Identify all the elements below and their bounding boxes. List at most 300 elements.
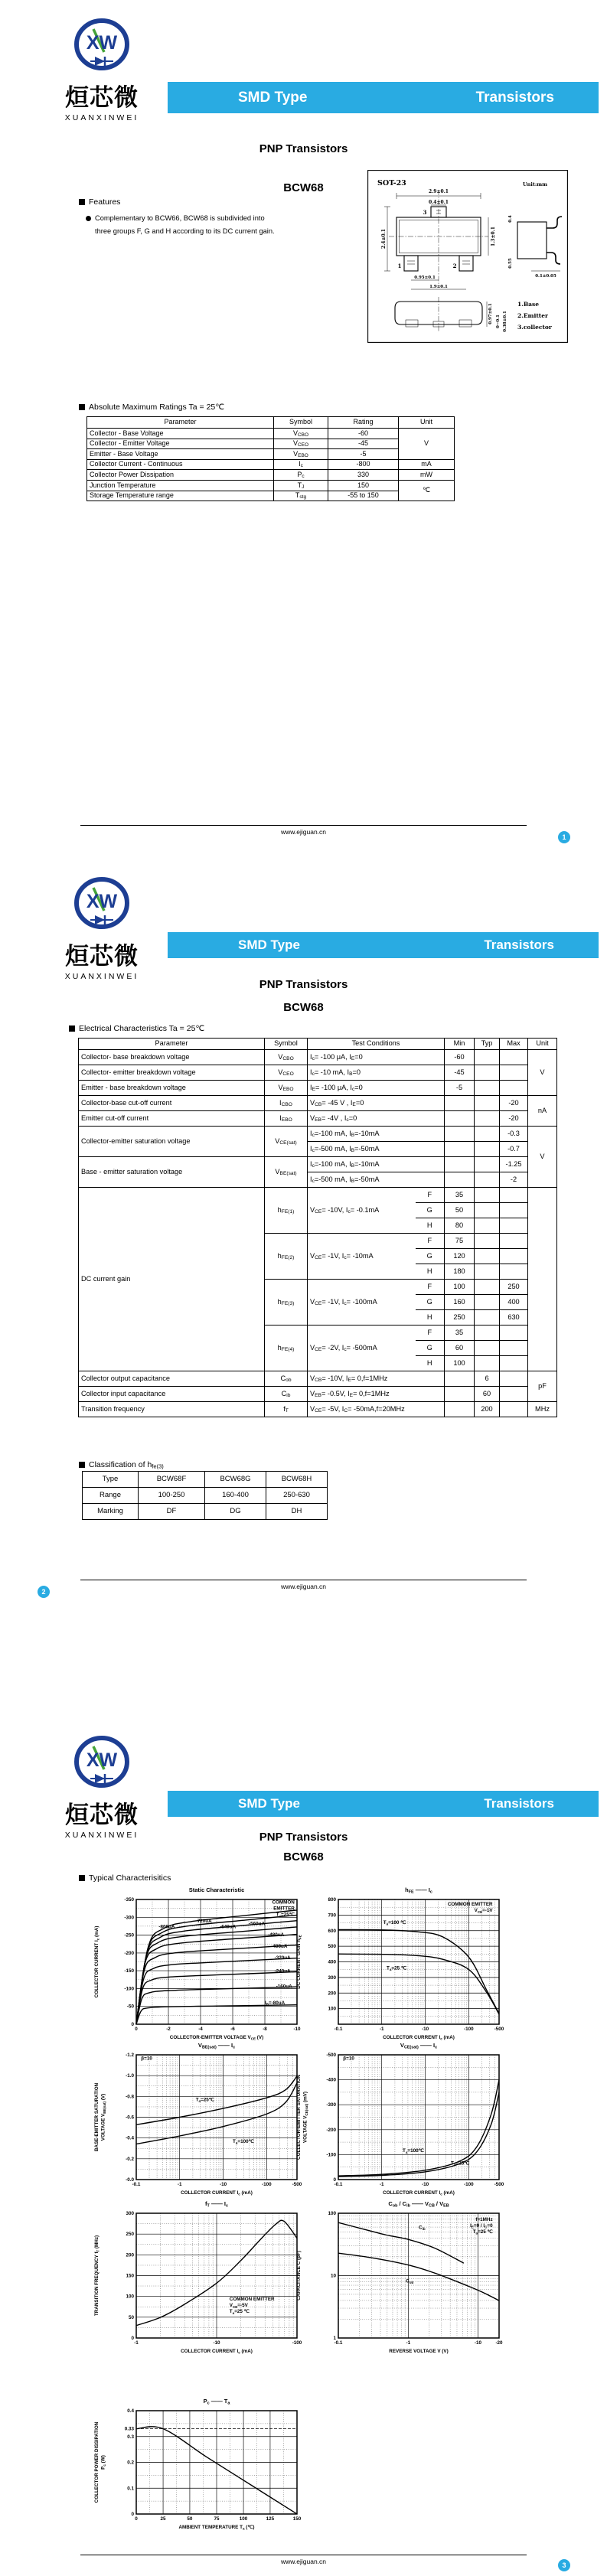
table-cell: 50	[445, 1203, 475, 1218]
table-cell: 180	[445, 1264, 475, 1280]
table-cell: 150	[328, 480, 399, 491]
data-curve	[338, 2253, 499, 2300]
table-cell: -60	[445, 1050, 475, 1065]
curve-label: $T_a=100℃$	[403, 2148, 424, 2154]
electrical-characteristics-table	[78, 1038, 557, 1417]
table-cell: 250	[500, 1280, 528, 1295]
table-cell: 200	[475, 1402, 500, 1417]
x-tick-label: -0.1	[334, 2027, 343, 2032]
chart-annotation: $I_E=0 / I_C=0$	[470, 2222, 493, 2229]
dim-label: 0.97±0.1	[488, 303, 493, 324]
table-cell: Range	[83, 1488, 139, 1504]
table-cell: Collector- base breakdown voltage	[79, 1050, 265, 1065]
table-header-cell: Unit	[528, 1039, 557, 1050]
table-cell: BCW68G	[205, 1472, 266, 1488]
banner-right-label: Transistors	[484, 937, 554, 952]
table-cell	[475, 1234, 500, 1249]
y-tick-label: 0.33	[124, 2426, 134, 2432]
table-cell	[500, 1387, 528, 1402]
brand-logo	[51, 18, 153, 122]
table-cell: -5	[445, 1081, 475, 1096]
table-cell	[475, 1157, 500, 1172]
table-cell: $V_{CB}= -10V$, $I_E= 0,f=1MHz$	[308, 1371, 445, 1387]
table-cell	[445, 1172, 475, 1188]
table-cell: $V_{CBO}$	[274, 429, 328, 439]
y-axis-label: BASE-EMITTER SATURATION	[94, 2082, 100, 2152]
table-cell	[475, 1127, 500, 1142]
table-cell: Collector- emitter breakdown voltage	[79, 1065, 265, 1081]
x-tick-label: -1	[379, 2182, 384, 2187]
table-cell: F	[416, 1280, 445, 1295]
table-cell	[475, 1111, 500, 1127]
table-cell	[475, 1188, 500, 1203]
dim-label: 0.55	[508, 258, 513, 269]
table-cell: $I_c= -100$ μA, $I_E=0$	[308, 1050, 445, 1065]
table-cell: $V_{CE}= -1V$, $I_c= -100mA$	[308, 1280, 416, 1325]
table-cell	[445, 1371, 475, 1387]
x-tick-label: -10	[293, 2027, 301, 2032]
x-tick-label: -8	[263, 2027, 267, 2032]
feature-text-line1: Complementary to BCW66, BCW68 is subdivided into	[95, 214, 265, 222]
chart-grid	[136, 2213, 297, 2338]
x-tick-label: -0.1	[334, 2182, 343, 2187]
table-cell	[475, 1050, 500, 1065]
feature-bullet-icon	[86, 216, 91, 221]
table-cell: Marking	[83, 1504, 139, 1520]
table-cell	[500, 1371, 528, 1387]
y-tick-label: -400	[326, 2077, 336, 2083]
table-cell: $I_{EBO}$	[265, 1111, 308, 1127]
curve-label: $T_a=100℃$	[233, 2138, 254, 2145]
table-cell: $V_{BE(sat)}$	[265, 1157, 308, 1188]
y-tick-label: 100	[328, 2211, 336, 2216]
x-axis-label: COLLECTOR CURRENT $I_c$ (mA)	[181, 2349, 253, 2355]
chart-title: $V_{CE(sat)}$ —— $I_c$	[400, 2042, 438, 2050]
table-cell	[500, 1402, 528, 1417]
x-tick-label: -1	[177, 2182, 182, 2187]
table-cell: pF	[528, 1371, 557, 1402]
y-axis-label: COLLECTOR CURRENT $I_c$ (mA)	[94, 1925, 100, 1998]
chart-grid	[338, 2055, 499, 2180]
table-cell: MHz	[528, 1402, 557, 1417]
x-tick-label: -100	[464, 2182, 474, 2187]
curve-label: -400uA	[271, 1943, 288, 1949]
x-tick-label: -500	[494, 2027, 504, 2032]
table-cell: -55 to 150	[328, 491, 399, 501]
table-cell	[528, 1188, 557, 1371]
table-cell	[445, 1096, 475, 1111]
table-cell: mW	[399, 470, 455, 481]
section-bullet-icon	[79, 404, 85, 410]
table-cell: Junction Temperature	[87, 480, 274, 491]
brand-name-chinese: 烜芯微	[65, 943, 139, 970]
y-tick-label: 300	[126, 2211, 134, 2216]
y-tick-label: 100	[126, 2294, 134, 2300]
table-cell	[500, 1050, 528, 1065]
x-tick-label: -10	[220, 2182, 227, 2187]
table-header-cell: Test Conditions	[308, 1039, 445, 1050]
table-cell	[500, 1081, 528, 1096]
section-bullet-icon	[69, 1026, 75, 1032]
table-cell: BCW68F	[139, 1472, 205, 1488]
data-table	[78, 1038, 557, 1417]
curve-label: $T_a=25℃$	[451, 2160, 470, 2167]
x-tick-label: -100	[292, 2340, 302, 2346]
table-header-cell: Symbol	[274, 417, 328, 429]
table-header-cell: Typ	[475, 1039, 500, 1050]
table-cell: H	[416, 1356, 445, 1371]
curve-label: $T_a=25℃$	[195, 2097, 214, 2104]
curve-label: $C_{ib}$	[419, 2225, 426, 2232]
table-cell: nA	[528, 1096, 557, 1127]
chart-annotation: $V_{CE}=-5V$	[229, 2303, 248, 2309]
page-1	[0, 0, 607, 859]
x-tick-label: -1	[406, 2340, 411, 2346]
table-cell: V	[528, 1050, 557, 1096]
table-cell: Base - emitter saturation voltage	[79, 1157, 265, 1188]
features-section-title	[79, 197, 120, 207]
table-cell: Emitter - base breakdown voltage	[79, 1081, 265, 1096]
x-tick-label: -1	[379, 2027, 384, 2032]
x-tick-label: -4	[198, 2027, 203, 2032]
table-cell: DH	[266, 1504, 328, 1520]
brand-name-latin: XUANXINWEI	[64, 113, 139, 122]
x-tick-label: -500	[494, 2182, 504, 2187]
dim-label: 0.4	[508, 215, 513, 223]
table-cell: $I_c=-500$ mA, $I_B=-50mA$	[308, 1172, 445, 1188]
table-cell: ℃	[399, 480, 455, 501]
table-cell: 160	[445, 1295, 475, 1310]
data-table	[82, 1471, 328, 1520]
y-tick-label: 300	[328, 1974, 336, 1981]
y-axis-label: COLLECTOR-EMITTER SATURATION	[296, 2075, 302, 2160]
y-tick-label: -0.4	[126, 2135, 134, 2141]
table-cell: Emitter - Base Voltage	[87, 449, 274, 460]
table-cell: Emitter cut-off current	[79, 1111, 265, 1127]
table-cell: $h_{FE(2)}$	[265, 1234, 308, 1280]
feature-item	[86, 214, 265, 222]
hfe-classification-table	[82, 1471, 328, 1520]
chart-ft-vs-ic	[92, 2198, 306, 2361]
curve-label: $T_a=100$ ℃	[383, 1919, 406, 1926]
abs-max-ratings-section-title	[79, 403, 224, 412]
x-axis-label: COLLECTOR CURRENT $I_c$ (mA)	[383, 2190, 455, 2196]
table-cell: -0.7	[500, 1142, 528, 1157]
table-cell: 100	[445, 1356, 475, 1371]
page-number-badge: 3	[558, 2559, 570, 2571]
y-tick-label: 0	[131, 2336, 134, 2341]
table-cell: mA	[399, 459, 455, 470]
dim-label: 0.95±0.1	[414, 276, 436, 280]
x-tick-label: 0	[135, 2516, 138, 2522]
table-cell	[445, 1111, 475, 1127]
data-curve	[136, 1945, 297, 2025]
chart-title: Static Characteristic	[188, 1886, 245, 1893]
table-cell: $V_{CE}= -1V$, $I_c= -10mA$	[308, 1234, 416, 1280]
pin-number: 3	[423, 209, 427, 216]
table-cell: 35	[445, 1188, 475, 1203]
table-cell: $C_{ib}$	[265, 1387, 308, 1402]
table-cell: 75	[445, 1234, 475, 1249]
table-cell: -1.25	[500, 1157, 528, 1172]
y-axis-label: DC CURRENT GAIN $h_{FE}$	[296, 1935, 302, 1989]
table-cell	[475, 1142, 500, 1157]
logo-mark-text: XW	[86, 1749, 118, 1771]
y-tick-label: -200	[326, 2127, 336, 2133]
x-tick-label: -1	[134, 2340, 139, 2346]
curve-label: -720uA	[195, 1919, 212, 1925]
table-cell: $I_c=-100$ mA, $I_B=-10mA$	[308, 1157, 445, 1172]
table-cell: $I_c$	[274, 459, 328, 470]
x-tick-label: 25	[160, 2516, 166, 2522]
y-tick-label: 10	[330, 2273, 336, 2279]
chart-grid	[136, 2055, 297, 2180]
footer-url[interactable]: www.ejiguan.cn	[280, 1583, 327, 1590]
table-cell	[475, 1218, 500, 1234]
curve-label: -480uA	[268, 1932, 285, 1939]
footer-url[interactable]: www.ejiguan.cn	[280, 828, 327, 836]
dim-label: 1.3±0.1	[491, 227, 496, 246]
chart-annotation: β=10	[343, 2056, 354, 2062]
y-tick-label: -0.0	[126, 2177, 134, 2183]
table-cell: 35	[445, 1325, 475, 1341]
data-table	[86, 416, 455, 501]
table-cell	[445, 1127, 475, 1142]
table-cell: $V_{CEO}$	[265, 1065, 308, 1081]
x-tick-label: -10	[422, 2027, 429, 2032]
table-cell: $I_E= -100$ μA, $I_c=0$	[308, 1081, 445, 1096]
table-cell: DF	[139, 1504, 205, 1520]
chart-title: $C_{ob} / C_{ib}$ —— $V_{CB} / V_{EB}$	[388, 2200, 449, 2209]
table-cell: V	[399, 429, 455, 460]
electrical-characteristics-heading: Electrical Characteristics Ta = 25℃	[79, 1024, 205, 1033]
table-cell: 6	[475, 1371, 500, 1387]
curve-label: $T_a=25$ ℃	[387, 1965, 406, 1971]
table-cell	[500, 1249, 528, 1264]
chart-annotation: COMMON	[272, 1899, 295, 1906]
data-curve	[136, 1915, 297, 2024]
table-cell: -20	[500, 1111, 528, 1127]
y-tick-label: 0.3	[127, 2434, 134, 2440]
table-cell	[445, 1157, 475, 1172]
table-header-cell: Min	[445, 1039, 475, 1050]
y-tick-label: -150	[124, 1968, 134, 1974]
y-tick-label: 150	[126, 2273, 134, 2279]
table-cell: 250	[445, 1310, 475, 1325]
section-bullet-icon	[79, 199, 85, 205]
curve-label: -160uA	[276, 1984, 292, 1990]
table-cell: 160-400	[205, 1488, 266, 1504]
table-cell: -2	[500, 1172, 528, 1188]
classification-section-title	[79, 1460, 164, 1469]
x-tick-label: 125	[266, 2516, 275, 2522]
table-header-cell: Unit	[399, 417, 455, 429]
data-curve	[338, 2222, 464, 2263]
banner-left-label: SMD Type	[238, 1796, 300, 1811]
table-cell: Storage Temperature range	[87, 491, 274, 501]
product-line-title: PNP Transistors	[259, 142, 348, 155]
chart-title: $P_c$ —— $T_a$	[203, 2398, 230, 2406]
table-cell: 100-250	[139, 1488, 205, 1504]
brand-logo-icon	[73, 18, 131, 73]
table-cell: $V_{CB}= -45$ V , $I_E=0$	[308, 1096, 445, 1111]
table-header-cell: Max	[500, 1039, 528, 1050]
table-cell: -60	[328, 429, 399, 439]
section-bullet-icon	[79, 1462, 85, 1468]
table-cell: Collector input capacitance	[79, 1387, 265, 1402]
y-tick-label: 400	[328, 1959, 336, 1965]
table-cell: 100	[445, 1280, 475, 1295]
table-cell	[500, 1188, 528, 1203]
y-tick-label: 200	[126, 2252, 134, 2258]
x-axis-label: REVERSE VOLTAGE V (V)	[389, 2349, 449, 2354]
y-tick-label: -0.6	[126, 2115, 134, 2121]
y-tick-label: -300	[326, 2102, 336, 2108]
typical-characteristics-heading: Typical Characterisitics	[89, 1873, 171, 1883]
x-tick-label: 100	[239, 2516, 248, 2522]
table-cell: $h_{FE(4)}$	[265, 1325, 308, 1371]
page-number-badge: 2	[38, 1586, 50, 1598]
table-cell	[475, 1295, 500, 1310]
logo-mark-text: XW	[86, 891, 118, 912]
y-tick-label: 0	[333, 2177, 336, 2183]
table-cell	[445, 1387, 475, 1402]
y-tick-label: 1	[333, 2336, 336, 2341]
table-header-cell: Symbol	[265, 1039, 308, 1050]
y-axis-label: COLLECTOR POWER DISSIPATION	[94, 2421, 100, 2503]
table-cell	[500, 1203, 528, 1218]
table-cell	[475, 1310, 500, 1325]
y-tick-label: -200	[124, 1950, 134, 1956]
table-cell	[445, 1142, 475, 1157]
x-axis-label: COLLECTOR CURRENT $I_c$ (mA)	[383, 2035, 455, 2041]
table-cell: Transition frequency	[79, 1402, 265, 1417]
table-cell	[445, 1402, 475, 1417]
table-cell: $h_{FE(3)}$	[265, 1280, 308, 1325]
y-tick-label: 700	[328, 1912, 336, 1919]
dim-label: 1.9±0.1	[429, 285, 448, 289]
dim-label: 0.4±0.1	[429, 200, 449, 205]
brand-name-latin: XUANXINWEI	[64, 972, 139, 981]
chart-static-characteristic	[92, 1884, 306, 2047]
logo-mark-text: XW	[86, 32, 118, 54]
y-tick-label: -500	[326, 2053, 336, 2058]
package-unit: Unit:mm	[523, 181, 548, 187]
y-tick-label: 500	[328, 1944, 336, 1950]
y-tick-label: 100	[328, 2006, 336, 2012]
table-cell: Collector Current - Continuous	[87, 459, 274, 470]
x-tick-label: -10	[474, 2340, 482, 2346]
y-tick-label: 600	[328, 1928, 336, 1934]
x-axis-label: COLLECTOR-EMITTER VOLTAGE $V_{CE}$ (V)	[169, 2035, 264, 2041]
table-cell: $V_{EB}= -0.5V$, $I_E= 0,f=1MHz$	[308, 1387, 445, 1402]
header-banner	[168, 1791, 599, 1817]
table-cell: -0.3	[500, 1127, 528, 1142]
table-cell: $V_{CE}= -2V$, $I_c= -500mA$	[308, 1325, 416, 1371]
page-number-badge: 1	[558, 831, 570, 843]
chart-annotation: $T_a=25$ ℃	[472, 2229, 493, 2235]
header-banner	[168, 932, 599, 958]
table-cell	[475, 1172, 500, 1188]
brand-logo-icon	[73, 1736, 131, 1791]
table-cell: Collector - Emitter Voltage	[87, 439, 274, 449]
x-tick-label: -6	[230, 2027, 235, 2032]
table-cell: -800	[328, 459, 399, 470]
table-cell	[500, 1356, 528, 1371]
table-cell: Collector Power Dissipation	[87, 470, 274, 481]
table-cell	[500, 1341, 528, 1356]
chart-annotation: COMMON EMITTER	[229, 2297, 275, 2303]
curve-label: -800uA	[158, 1924, 175, 1930]
table-cell: $V_{EBO}$	[274, 449, 328, 460]
table-cell: $T_{stg}$	[274, 491, 328, 501]
feature-text-line2: three groups F, G and H according to its DC current gain.	[95, 227, 275, 235]
table-cell	[500, 1325, 528, 1341]
table-cell: G	[416, 1249, 445, 1264]
y-axis-label: TRANSITION FREQUENCY $f_T$ (MHz)	[94, 2235, 100, 2317]
page-3	[0, 1717, 607, 2576]
y-tick-label: 0.4	[127, 2408, 134, 2414]
chart-annotation: $T_a=25$ ℃	[229, 2309, 250, 2315]
chart-annotation: $T_a=25℃$	[276, 1912, 295, 1919]
chart-title: $V_{BE(sat)}$ —— $I_c$	[197, 2042, 236, 2050]
footer-url[interactable]: www.ejiguan.cn	[280, 2558, 327, 2565]
table-cell: 60	[475, 1387, 500, 1402]
y-tick-label: 0.2	[127, 2460, 134, 2466]
table-cell: -45	[328, 439, 399, 449]
banner-right-label: Transistors	[484, 1796, 554, 1811]
table-cell: $I_c=-500$ mA, $I_B=-50mA$	[308, 1142, 445, 1157]
page-2	[0, 859, 607, 1717]
y-axis-label: VOLTAGE $V_{CE(sat)}$ (mV)	[302, 2091, 309, 2144]
curve-label: $C_{ob}$	[406, 2278, 414, 2285]
table-cell: 120	[445, 1249, 475, 1264]
table-cell: Type	[83, 1472, 139, 1488]
table-cell: $V_{CBO}$	[265, 1050, 308, 1065]
data-curve	[136, 1927, 297, 2024]
brand-name-latin: XUANXINWEI	[64, 1831, 139, 1840]
brand-logo	[51, 877, 153, 981]
table-cell	[500, 1234, 528, 1249]
chart-annotation: β=10	[141, 2056, 152, 2062]
table-cell: -20	[500, 1096, 528, 1111]
table-cell: DC current gain	[79, 1188, 265, 1371]
abs-max-ratings-heading: Absolute Maximum Ratings Ta = 25℃	[89, 403, 225, 412]
y-tick-label: 0	[131, 2512, 134, 2517]
table-cell	[475, 1356, 500, 1371]
table-cell	[475, 1280, 500, 1295]
table-cell	[500, 1065, 528, 1081]
footer-divider	[80, 825, 527, 826]
x-tick-label: -10	[422, 2182, 429, 2187]
x-tick-label: 75	[214, 2516, 220, 2522]
table-cell: $C_{ob}$	[265, 1371, 308, 1387]
dim-label: 0.38±0.1	[503, 311, 507, 332]
data-curve	[136, 2005, 297, 2024]
y-tick-label: 200	[328, 1991, 336, 1997]
table-cell: H	[416, 1264, 445, 1280]
pin-number: 1	[397, 262, 402, 269]
table-cell	[475, 1249, 500, 1264]
y-axis-label: $P_c$ (W)	[100, 2455, 107, 2470]
table-cell: $V_{CE}= -5V$, $I_C= -50mA,f=20MHz$	[308, 1402, 445, 1417]
table-cell: 330	[328, 470, 399, 481]
product-line-title: PNP Transistors	[259, 978, 348, 991]
brand-logo	[51, 1736, 153, 1840]
table-cell	[475, 1341, 500, 1356]
section-bullet-icon	[79, 1875, 85, 1881]
chart-vbe-sat-vs-ic	[92, 2040, 306, 2203]
